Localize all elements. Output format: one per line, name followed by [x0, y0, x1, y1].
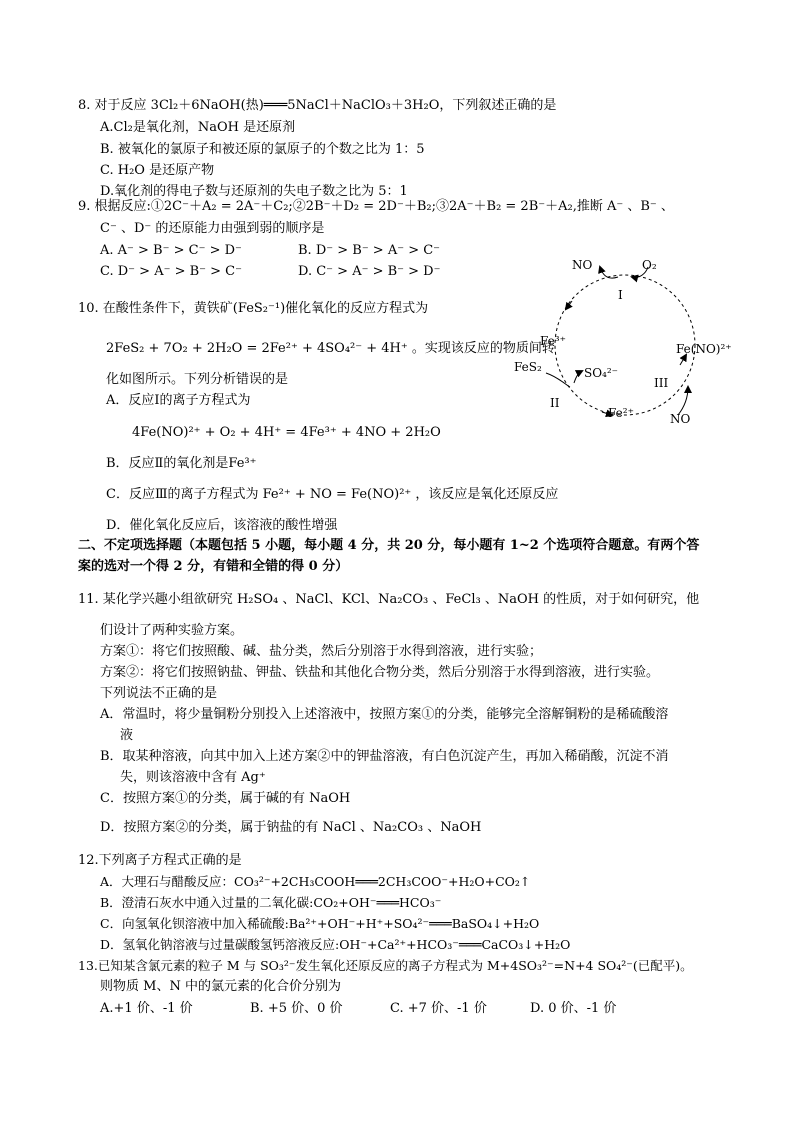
q8-option-d: D.氧化剂的得电子数与还原剂的失电子数之比为 5：1 — [100, 184, 408, 199]
diagram-fe3: Fe³⁺ — [540, 334, 566, 348]
q9-option-a: A. A⁻ > B⁻ > C⁻ > D⁻ — [100, 243, 242, 258]
q13-stem-line2: 则物质 M、N 中的氯元素的化合价分别为 — [100, 979, 341, 994]
no-in-arrow — [678, 387, 688, 415]
q10-option-a: A．反应Ⅰ的离子方程式为 — [106, 393, 251, 408]
q12-option-c: C．向氢氧化钡溶液中加入稀硫酸:Ba²⁺+OH⁻+H⁺+SO₄²⁻═══BaSO₄↓+H₂O — [100, 916, 540, 931]
q13-option-b: B. +5 价、0 价 — [250, 1001, 343, 1016]
diagram-so4: SO₄²⁻ — [584, 366, 619, 380]
q12-stem: 12.下列离子方程式正确的是 — [78, 853, 242, 868]
q10-stem-line3: 化如图所示。下列分析错误的是 — [106, 372, 289, 387]
diagram-fe2: Fe²⁺ — [608, 406, 634, 420]
fes2-in-arrow — [546, 373, 570, 387]
diagram-o2: O₂ — [642, 258, 657, 272]
q9-option-d: D. C⁻ > A⁻ > B⁻ > D⁻ — [298, 264, 441, 279]
q13-stem-line1: 13.已知某含氯元素的粒子 M 与 SO₃²⁻发生氧化还原反应的离子方程式为 M+4SO₃²⁻=N+4 SO₄²⁻(已配平)。 — [78, 958, 693, 973]
q8-option-c: C. H₂O 是还原产物 — [100, 163, 215, 178]
cycle-arrow-feno — [680, 355, 686, 365]
q10-option-a-equation: 4Fe(NO)²⁺ + O₂ + 4H⁺ = 4Fe³⁺ + 4NO + 2H₂O — [132, 425, 441, 440]
q13-option-a: A.+1 价、-1 价 — [100, 1001, 193, 1016]
q11-option-d: D．按照方案②的分类，属于钠盐的有 NaCl 、Na₂CO₃ 、NaOH — [100, 820, 482, 835]
cycle-ring — [555, 275, 695, 415]
q10-equation: 2FeS₂ + 7O₂ + 2H₂O = 2Fe²⁺ + 4SO₄²⁻ + 4H⁺ 。实现该反应的物质间转 — [106, 341, 555, 356]
q8-option-b: B. 被氧化的氯原子和被还原的氯原子的个数之比为 1：5 — [100, 142, 425, 157]
q12-option-d: D．氢氧化钠溶液与过量碳酸氢钙溶液反应:OH⁻+Ca²⁺+HCO₃⁻═══CaCO₃↓+H₂O — [100, 937, 571, 952]
q8-stem: 8. 对于反应 3Cl₂＋6NaOH(热)═══5NaCl＋NaClO₃＋3H₂O，下列叙述正确的是 — [78, 98, 557, 113]
diagram-no-bottom: NO — [670, 412, 691, 426]
q10-option-d: D．催化氧化反应后，该溶液的酸性增强 — [106, 518, 338, 533]
q11-option-c: C．按照方案①的分类，属于碱的有 NaOH — [100, 791, 351, 806]
q11-option-a-line2: 液 — [120, 728, 134, 743]
q11-plan2: 方案②：将它们按照钠盐、钾盐、铁盐和其他化合物分类，然后分别溶于水得到溶液，进行实验。 — [100, 665, 660, 680]
section2-heading-line1: 二、不定项选择题（本题包括 5 小题，每小题 4 分，共 20 分，每小题有 1~2 个选项符合题意。有两个答 — [78, 538, 700, 553]
diagram-feno: Fe(NO)²⁺ — [676, 342, 732, 356]
so4-out-arrow — [574, 371, 582, 383]
q11-stem-line2: 们设计了两种实验方案。 — [100, 623, 244, 638]
diagram-reaction-iii: III — [654, 376, 669, 390]
q9-option-b: B. D⁻ > B⁻ > A⁻ > C⁻ — [298, 243, 441, 258]
q10-option-b: B．反应Ⅱ的氧化剂是Fe³⁺ — [106, 456, 257, 471]
q12-option-b: B．澄清石灰水中通入过量的二氧化碳:CO₂+OH⁻═══HCO₃⁻ — [100, 895, 442, 910]
q11-option-b-line1: B．取某种溶液，向其中加入上述方案②中的钾盐溶液，有白色沉淀产生，再加入稀硝酸，沉淀不消 — [100, 749, 669, 764]
q11-option-a-line1: A．常温时，将少量铜粉分别投入上述溶液中，按照方案①的分类，能够完全溶解铜粉的是稀硫酸溶 — [100, 707, 669, 722]
diagram-no-top: NO — [572, 258, 593, 272]
q11-plan1: 方案①：将它们按照酸、碱、盐分类，然后分别溶于水得到溶液，进行实验； — [100, 644, 543, 659]
q13-option-d: D. 0 价、-1 价 — [530, 1001, 617, 1016]
diagram-reaction-ii: II — [550, 396, 560, 410]
q9-stem-line2: C⁻ 、D⁻ 的还原能力由强到弱的顺序是 — [100, 221, 325, 236]
q11-ask: 下列说法不正确的是 — [100, 686, 218, 701]
q9-stem-line1: 9. 根据反应:①2C⁻＋A₂ = 2A⁻＋C₂;②2B⁻＋D₂ = 2D⁻＋B₂;③2A⁻＋B₂ = 2B⁻＋A₂,推断 A⁻ 、B⁻ 、 — [78, 199, 674, 214]
q12-option-a: A．大理石与醋酸反应：CO₃²⁻+2CH₃COOH═══2CH₃COO⁻+H₂O+CO₂↑ — [100, 874, 531, 889]
q10-option-c: C．反应Ⅲ的离子方程式为 Fe²⁺ + NO = Fe(NO)²⁺ ，该反应是氧化还原反应 — [106, 487, 559, 502]
q11-option-b-line2: 失，则该溶液中含有 Ag⁺ — [120, 770, 266, 785]
q11-stem-line1: 11. 某化学兴趣小组欲研究 H₂SO₄ 、NaCl、KCl、Na₂CO₃ 、FeCl₃ 、NaOH 的性质，对于如何研究，他 — [78, 592, 700, 607]
section2-heading-line2: 案的选对一个得 2 分，有错和全错的得 0 分） — [78, 559, 349, 574]
q8-option-a: A.Cl₂是氧化剂，NaOH 是还原剂 — [100, 120, 296, 135]
catalytic-cycle-diagram — [510, 255, 750, 435]
diagram-reaction-i: I — [618, 288, 623, 302]
q10-stem-line1: 10. 在酸性条件下，黄铁矿(FeS₂⁻¹)催化氧化的反应方程式为 — [78, 301, 429, 316]
q9-option-c: C. D⁻ > A⁻ > B⁻ > C⁻ — [100, 264, 242, 279]
q13-option-c: C. +7 价、-1 价 — [390, 1001, 487, 1016]
diagram-fes2: FeS₂ — [514, 360, 542, 374]
